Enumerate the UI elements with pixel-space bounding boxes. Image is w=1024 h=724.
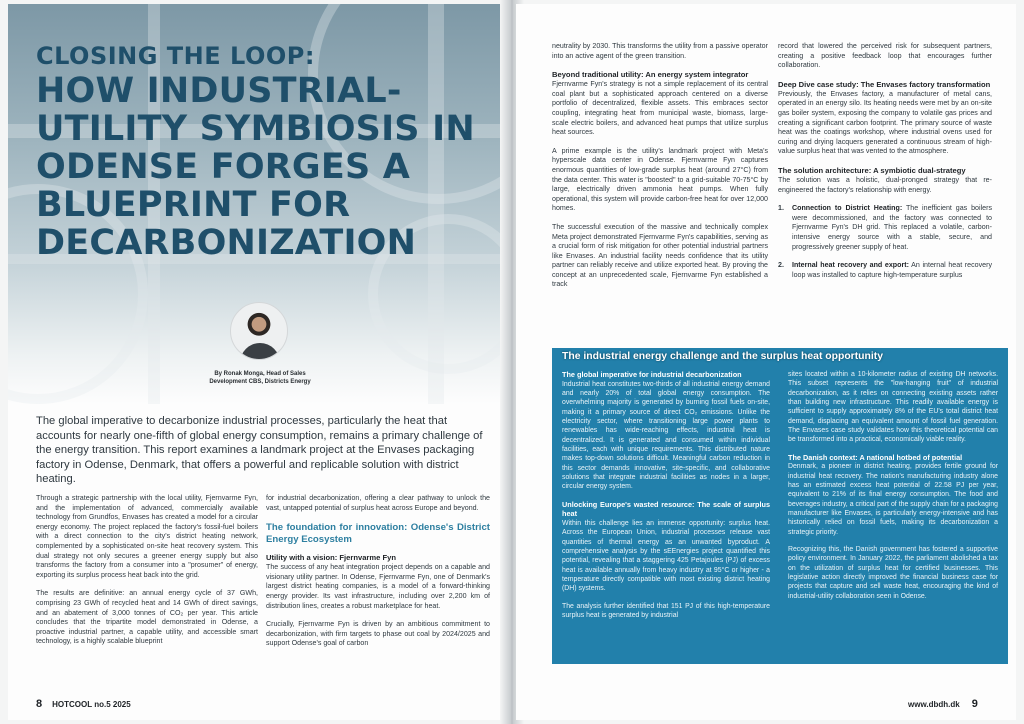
issue-label: HOTCOOL no.5 2025 xyxy=(52,700,131,709)
list-item xyxy=(778,261,992,280)
paragraph: The results are definitive: an annual energy cycle of 37 GWh, comprising 23 GWh of recycled heat and 14 GWh of direct savings, and an abatement of 3,000 tonnes of CO₂ per year. This article concludes that the tripartite model demonstrated in Odense, a proactive industrial partner, a capable utility, and accessible smart technology, is a highly scalable blueprint xyxy=(36,589,258,646)
list-body: An internal heat recovery loop was installed to capture high-temperature surplus xyxy=(792,261,992,279)
box-subheading: Unlocking Europe's wasted resource: The scale of surplus heat xyxy=(562,499,770,519)
list-number: 2. xyxy=(778,261,784,270)
portrait-shoulders xyxy=(240,343,280,360)
paragraph: for industrial decarbonization, offering a clear pathway to unlock the vast, untapped potential of surplus heat across Europe and beyond. xyxy=(266,494,490,512)
left-folio xyxy=(36,698,131,710)
paragraph: neutrality by 2030. This transforms the utility from a passive operator into an active agent of the green transition. xyxy=(552,42,768,60)
paragraph: record that lowered the perceived risk for subsequent partners, creating a positive feedback loop that encourages further collaboration. xyxy=(778,42,992,70)
author-portrait xyxy=(230,302,288,360)
section-heading: The foundation for innovation: Odense's District Energy Ecosystem xyxy=(266,522,490,545)
paragraph: Fjernvarme Fyn's strategy is not a simple replacement of its central coal plant but a sophisticated approach centered on a diverse portfolio of decentralized, flexible assets. This embraces sector coupling, integrating heat from municipal waste, biomass, large-scale electric boilers, and advanced heat pumps that utilize surplus heat sources. xyxy=(552,80,768,137)
box-subheading: The Danish context: A national hotbed of potential xyxy=(788,452,963,462)
page-title: HOW INDUSTRIAL-UTILITY SYMBIOSIS IN ODENSE FORGES A BLUEPRINT FOR DECARBONIZATION xyxy=(36,71,475,263)
sidebar-box-title: The industrial energy challenge and the surplus heat opportunity xyxy=(562,351,883,362)
list-text xyxy=(792,204,992,252)
box-paragraph: Recognizing this, the Danish government has fostered a supportive policy environment. In January 2022, the parliament abolished a tax on the utilization of surplus heat for certified businesses. This legislative action directly improved the financial business case for projects that capture and sell waste heat, encouraging the kind of industrial-utility collaboration seen in Odense. xyxy=(788,546,998,600)
box-paragraph: The analysis further identified that 151 PJ of this high-temperature surplus heat is generated by industrial xyxy=(562,602,770,619)
list-text xyxy=(792,261,992,280)
left-page xyxy=(8,4,508,720)
left-column-2 xyxy=(266,494,490,658)
page-number: 9 xyxy=(971,698,978,710)
list-body: The inefficient gas boilers were decommissioned, and the factory was connected to Fjernvarme Fyn's DH grid. This replaced a volatile, carbon-intensive energy source with a stable, secure, and progressively greener supply of heat. xyxy=(792,204,993,251)
box-paragraph: Industrial heat constitutes two-thirds of all industrial energy demand and nearly 20% of total global energy consumption. The overwhelming majority is generated by burning fossil fuels on-site, making it a primary source of direct CO₂ emissions. Unlike the electricity sector, where transitioning large power plants to renewables has wide-reaching effects, industrial heat is decentralized. It is generated and consumed within individual facilities, each with unique requirements. This distributed nature makes top-down solutions difficult. Meaningful carbon reduction in this sector demands innovative, site-specific, and collaborative solutions that integrate industrial facilities as nodes in a larger, circular energy system. xyxy=(562,380,770,491)
paragraph: Crucially, Fjernvarme Fyn is driven by an ambitious commitment to decarbonization, with firm targets to phase out coal by 2024/2025 and support Odense's goal of carbon xyxy=(266,620,490,648)
sidebar-box-column-left xyxy=(562,370,770,628)
author-byline: By Ronak Monga, Head of Sales Development CBS, Districts Energy xyxy=(209,371,311,385)
right-folio xyxy=(908,698,978,710)
paragraph: The success of any heat integration project depends on a capable and visionary utility partner. In Odense, Fjernvarme Fyn, one of Denmark's largest district heating companies, is a model of a forward-thinking energy provider. Its vast infrastructure, including over 2,200 km of distribution lines, creates a robust marketplace for heat. xyxy=(266,563,490,610)
subheading: The solution architecture: A symbiotic dual-strategy xyxy=(778,165,966,175)
sidebar-box-column-right xyxy=(788,370,998,609)
box-subheading: The global imperative for industrial decarbonization xyxy=(562,370,742,379)
intro-paragraph: The global imperative to decarbonize industrial processes, particularly the heat that accounts for nearly one-fifth of global energy consumption, remains a primary challenge of the energy transition. This report examines a landmark project at the Envases packaging factory in Odense, Denmark, that offers a powerful and replicable solution with district heating. xyxy=(36,415,483,485)
paragraph: Through a strategic partnership with the local utility, Fjernvarme Fyn, and the implementation of advanced, commercially available technology from Grundfos, Envases has created a model for a circular energy economy. The project replaced the factory's fossil-fuel boilers with a direct connection to the city's district heating network, complemented by a sophisticated on-site heat recovery system. This dual strategy not only secures a greener energy supply but also transforms the factory from a consumer into a "prosumer" of energy, exporting its surplus process heat back into the grid. xyxy=(36,494,258,579)
paragraph: The successful execution of the massive and technically complex Meta project demonstrated Fjernvarme Fyn's capabilities, serving as a crucial form of risk mitigation for other potential industrial partners like Envases. An industrial facility needs confidence that its utility partner can reliably receive and utilize exported heat. By proving the concept at an unprecedented scale, Fjernvarme Fyn established a track xyxy=(552,222,768,289)
subheading: Beyond traditional utility: An energy system integrator xyxy=(552,70,749,80)
headline xyxy=(36,42,496,262)
list-item xyxy=(778,204,992,252)
sidebar-box xyxy=(552,348,1008,664)
list-number: 1. xyxy=(778,204,784,213)
box-paragraph: Within this challenge lies an immense opportunity: surplus heat. Across the European Union, industrial processes release vast quantities of thermal energy as an unwanted byproduct. A comprehensive analysis by the sEEnergies project quantified this potential, revealing that a staggering 425 Petajoules (PJ) of excess heat is available annually from heavy industry at 95°C or higher - a temperature directly compatible with most existing district heating (DH) systems. xyxy=(562,519,770,593)
right-column-2 xyxy=(778,42,992,289)
paragraph: The solution was a holistic, dual-pronged strategy that re-engineered the factory's relationship with energy. xyxy=(778,175,992,194)
right-column-1 xyxy=(552,42,768,299)
page-number: 8 xyxy=(36,698,43,710)
list-lead: Internal heat recovery and export: xyxy=(792,261,909,270)
box-paragraph: sites located within a 10-kilometer radius of existing DH networks. This subset represents the "low-hanging fruit" of industrial decarbonization, as it relies on connecting existing assets rather than building new infrastructure. This readily available energy is sufficient to supply approximately 8% of the EU's total district heat demand, displacing an equivalent amount of fossil fuel generation. The Envases case study validates how this theoretical potential can be transformed into a practical, economically viable reality. xyxy=(788,371,998,444)
left-column-1 xyxy=(36,494,258,656)
right-page xyxy=(516,4,1016,720)
list-lead: Connection to District Heating: xyxy=(792,204,903,213)
subheading: Utility with a vision: Fjernvarme Fyn xyxy=(266,553,396,563)
paragraph: A prime example is the utility's landmark project with Meta's hyperscale data center in Odense. Fjernvarme Fyn captures enormous quantities of low-grade surplus heat (around 27°C) from the data center. This water is "boosted" to a grid-suitable 70-75°C by large, electrically driven ammonia heat pumps. When fully operational, this system will provide carbon-free heat for over 12,000 homes. xyxy=(552,146,768,213)
box-paragraph: Denmark, a pioneer in district heating, provides fertile ground for industrial heat recovery. The nation's manufacturing industry alone has an estimated excess heat potential of 22.58 PJ per year, equivalent to 21% of its final energy consumption. The food and beverages industry, a critical part of the supply chain for a packaging manufacturer like Envases, is particularly energy-intensive and has historically relied on fossil fuels, making its decarbonization a strategic priority. xyxy=(788,463,998,536)
subheading: Deep Dive case study: The Envases factory transformation xyxy=(778,79,991,89)
website-url: www.dbdh.dk xyxy=(908,700,960,709)
paragraph: Previously, the Envases factory, a manufacturer of metal cans, operated in an energy silo. Its heating needs were met by an on-site gas boiler system, exposing the company to volatile gas prices and creating a significant carbon footprint. The primary source of waste heat was the coatings workshop, where industrial ovens used for curing and drying lacquers generated a continuous stream of high-value surplus heat that was vented to the atmosphere. xyxy=(778,89,992,156)
headline-kicker: CLOSING THE LOOP: xyxy=(36,42,315,70)
